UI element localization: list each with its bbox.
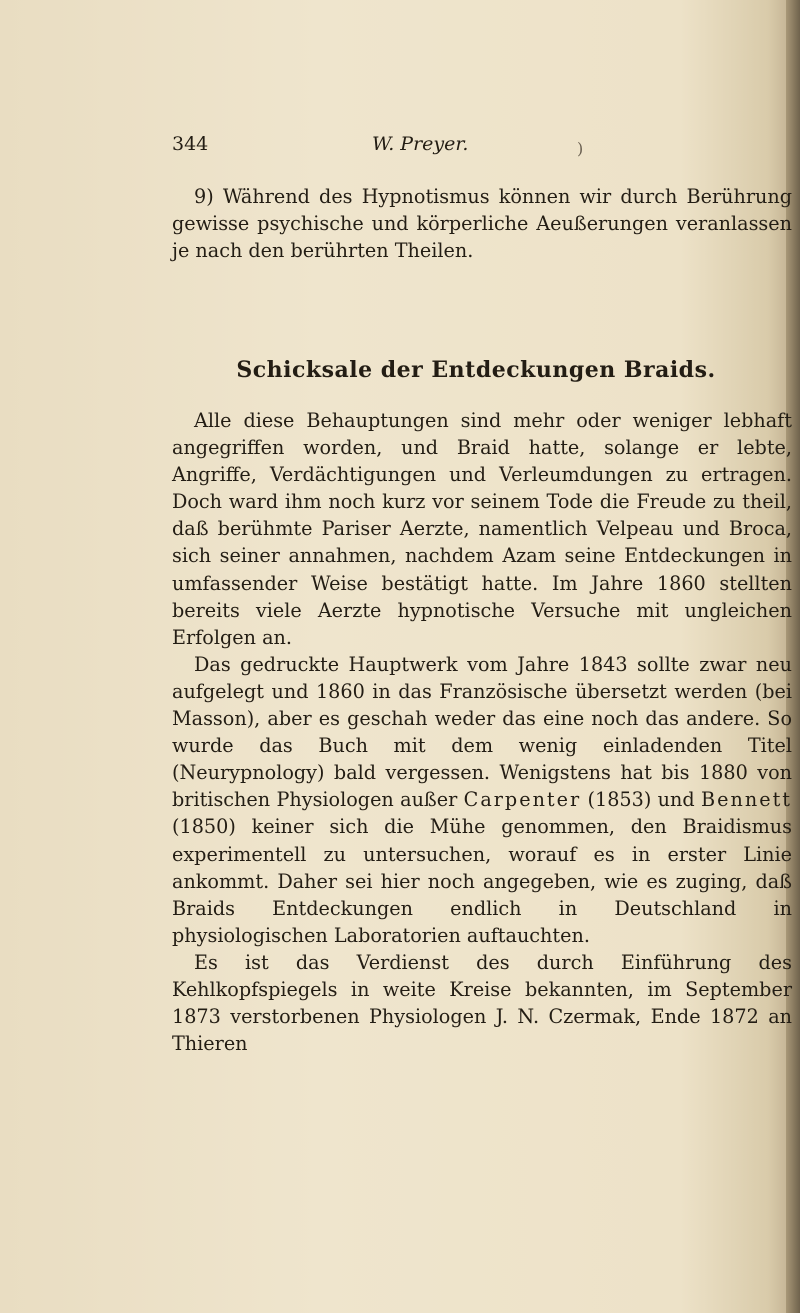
name-bennett: Bennett	[701, 788, 792, 812]
body-paragraph-2	[172, 651, 792, 949]
name-carpenter: Carpenter	[463, 788, 582, 812]
p2-part-c: (1850) keiner sich die Mühe genommen, den Braidismus experimentell zu untersuchen, worauf es in erster Linie ankommt. Daher sei hier noch angegeben, wie es zuging, daß Braids Entdeckungen endlich in Deutschland in physiologischen Laboratorien auftauchten.	[172, 815, 792, 947]
section-heading: Schicksale der Entdeckungen Braids.	[236, 357, 716, 383]
running-title: W. Preyer.	[372, 133, 469, 155]
page-number: 344	[172, 133, 209, 155]
paragraph-9	[172, 183, 792, 264]
p2-part-b: (1853) und	[581, 788, 702, 812]
page-header	[172, 133, 712, 163]
body-paragraph-1: Alle diese Behauptungen sind mehr oder weniger lebhaft angegriffen worden, und Braid hatte, solange er lebte, Angriffe, Verdächtigungen und Verleumdungen zu ertragen. Doch ward ihm noch kurz vor seinem Tode die Freude zu theil, daß berühmte Pariser Aerzte, namentlich Velpeau und Broca, sich seiner annahmen, nachdem Azam seine Entdeckungen in umfassender Weise bestätigt hatte. Im Jahre 1860 stellten bereits viele Aerzte hypnotische Versuche mit ungleichen Erfolgen an.	[172, 409, 792, 649]
body-paragraph-3: Es ist das Verdienst des durch Einführung des Kehlkopfspiegels in weite Kreise bekannten, im September 1873 verstorbenen Physiologen J. N. Czermak, Ende 1872 an Thieren	[172, 950, 792, 1056]
p2-part-a: Das gedruckte Hauptwerk vom Jahre 1843 sollte zwar neu aufgelegt und 1860 in das Französische übersetzt werden (bei Masson), aber es geschah weder das eine noch das andere. So wurde das Buch mit dem wenig einladenden Titel (Neurypnology) bald vergessen. Wenigstens hat bis 1880 von britischen Physiologen außer	[172, 652, 792, 812]
paragraph-9-text: 9) Während des Hypnotismus können wir durch Berührung gewisse psychische und körperliche Aeußerungen veranlassen je nach den berührten Theilen.	[172, 185, 792, 263]
body-text	[172, 407, 792, 1057]
bracket-mark: )	[577, 139, 584, 158]
